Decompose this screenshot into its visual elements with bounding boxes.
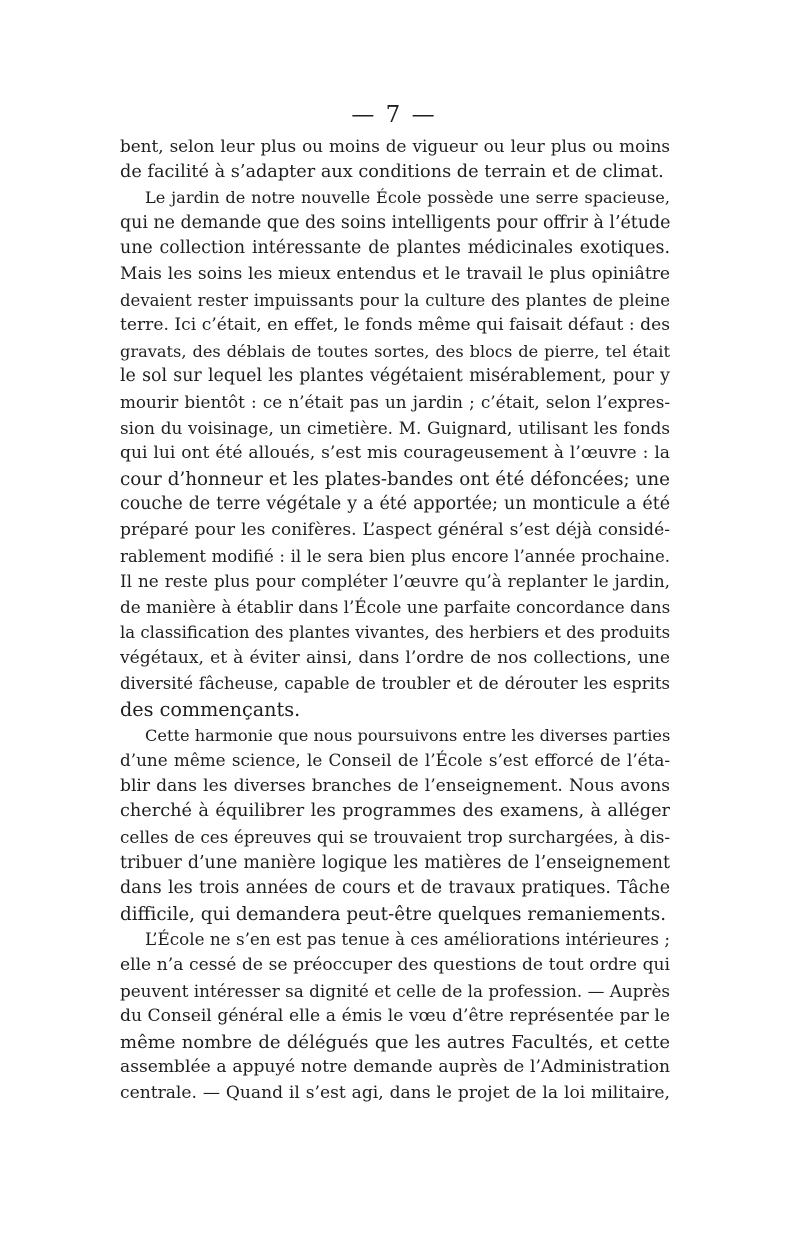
- text-line: Cette harmonie que nous poursuivons entre les diverses parties: [145, 725, 671, 745]
- text-line: Le jardin de notre nouvelle École possède une serre spacieuse,: [145, 188, 670, 208]
- text-line: mourir bientôt : ce n’était pas un jardin ; c’était, selon l’expres-: [120, 391, 670, 412]
- text-line: gravats, des déblais de toutes sortes, des blocs de pierre, tel était: [120, 341, 670, 361]
- text-line: L’École ne s’en est pas tenue à ces améliorations intérieures ;: [145, 929, 670, 950]
- text-line: rablement modifié : il le sera bien plus encore l’année prochaine.: [120, 546, 670, 566]
- text-line: d’une même science, le Conseil de l’École s’est efforcé de l’éta-: [120, 750, 670, 771]
- text-line: qui lui ont été alloués, s’est mis courageusement à l’œuvre : la: [120, 443, 670, 464]
- text-line: cour d’honneur et les plates-bandes ont été défoncées; une: [120, 468, 670, 490]
- text-line: assemblée a appuyé notre demande auprès de l’Administration: [120, 1057, 670, 1078]
- text-line: difficile, qui demandera peut-être quelques remaniements.: [120, 903, 667, 925]
- text-line: une collection intéressante de plantes médicinales exotiques.: [120, 238, 670, 259]
- text-line: elle n’a cessé de se préoccuper des questions de tout ordre qui: [120, 955, 670, 975]
- text-line: même nombre de délégués que les autres Facultés, et cette: [120, 1031, 670, 1053]
- text-line: sion du voisinage, un cimetière. M. Guignard, utilisant les fonds: [120, 417, 670, 438]
- text-line: blir dans les diverses branches de l’enseignement. Nous avons: [120, 775, 670, 796]
- text-line: cherché à équilibrer les programmes des examens, à alléger: [120, 801, 670, 822]
- text-line: peuvent intéresser sa dignité et celle de la profession. — Auprès: [120, 980, 670, 1001]
- text-line: Il ne reste plus pour compléter l’œuvre qu’à replanter le jardin,: [120, 571, 670, 592]
- text-line: centrale. — Quand il s’est agi, dans le projet de la loi militaire,: [120, 1082, 670, 1103]
- text-line: Mais les soins les mieux entendus et le travail le plus opiniâtre: [120, 263, 670, 284]
- page-number: — 7 —: [351, 102, 437, 128]
- text-line: celles de ces épreuves qui se trouvaient trop surchargées, à dis-: [120, 827, 670, 848]
- text-line: terre. Ici c’était, en effet, le fonds même qui faisait défaut : des: [120, 315, 670, 336]
- text-line: des commençants.: [120, 698, 301, 722]
- text-line: de facilité à s’adapter aux conditions de terrain et de climat.: [120, 161, 664, 182]
- text-line: végétaux, et à éviter ainsi, dans l’ordre de nos collections, une: [120, 647, 670, 668]
- text-line: qui ne demande que des soins intelligents pour offrir à l’étude: [120, 212, 671, 233]
- text-line: tribuer d’une manière logique les matières de l’enseignement: [120, 852, 670, 873]
- text-line: dans les trois années de cours et de travaux pratiques. Tâche: [120, 878, 670, 899]
- text-line: du Conseil général elle a émis le vœu d’être représentée par le: [120, 1006, 670, 1027]
- text-line: préparé pour les conifères. L’aspect général s’est déjà considé-: [120, 519, 670, 540]
- text-line: diversité fâcheuse, capable de troubler et de dérouter les esprits: [120, 674, 670, 694]
- text-line: couche de terre végétale y a été apportée; un monticule a été: [120, 494, 670, 515]
- text-line: de manière à établir dans l’École une parfaite concordance dans: [120, 596, 671, 617]
- body-text: [120, 134, 670, 1107]
- text-line: bent, selon leur plus ou moins de vigueur ou leur plus ou moins: [120, 136, 670, 156]
- text-line: devaient rester impuissants pour la culture des plantes de pleine: [120, 290, 670, 310]
- text-line: la classification des plantes vivantes, des herbiers et des produits: [120, 623, 671, 643]
- text-line: le sol sur lequel les plantes végétaient misérablement, pour y: [120, 366, 670, 387]
